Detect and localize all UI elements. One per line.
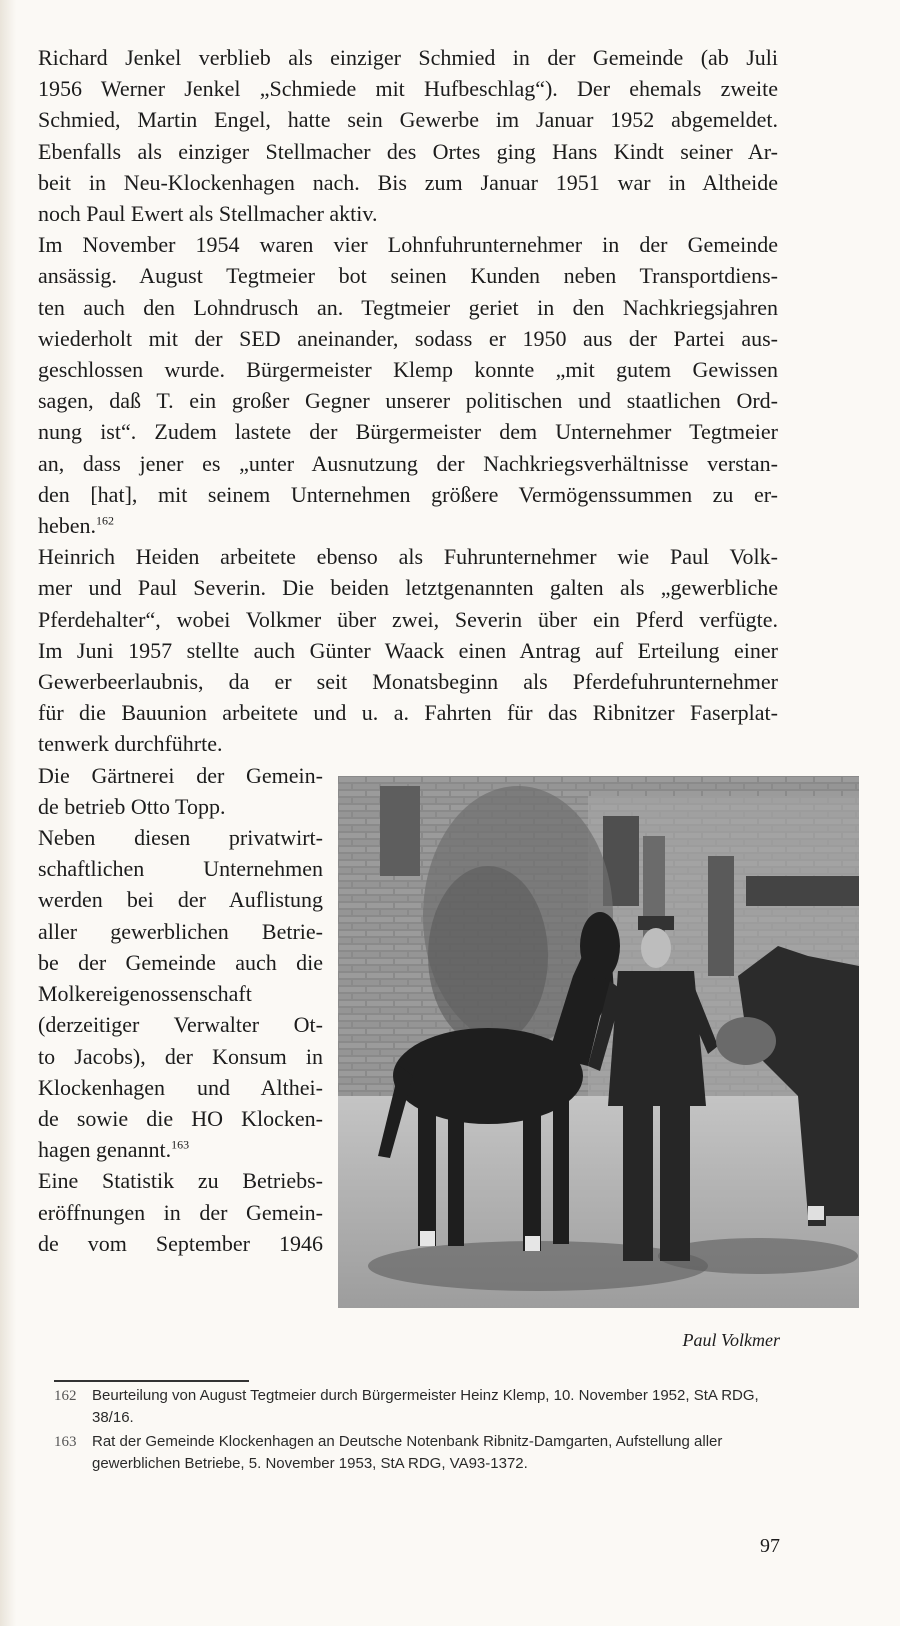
- text-line: aller gewerblichen Betrie-: [38, 918, 323, 944]
- text-line: Schmied, Martin Engel, hatte sein Gewerbe im Januar 1952 abgemeldet.: [38, 107, 778, 133]
- footnote-number: 162: [54, 1388, 77, 1404]
- text-line: 1956 Werner Jenkel „Schmiede mit Hufbeschlag“). Der ehemals zweite: [38, 76, 778, 102]
- text-line: ansässig. August Tegtmeier bot seinen Kunden neben Transportdiens-: [38, 263, 778, 289]
- narrow-text-column: [38, 760, 323, 1259]
- photo-caption: Paul Volkmer: [682, 1330, 780, 1350]
- text-line: to Jacobs), der Konsum in: [38, 1043, 323, 1069]
- text-line: Im November 1954 waren vier Lohnfuhrunternehmer in der Gemeinde: [38, 232, 778, 258]
- text-line: Richard Jenkel verblieb als einziger Schmied in der Gemeinde (ab Juli: [38, 45, 778, 70]
- text-line: be der Gemeinde auch die: [38, 949, 323, 975]
- text-line: beit in Neu-Klockenhagen nach. Bis zum Januar 1951 war in Altheide: [38, 169, 778, 195]
- text-line: [38, 510, 778, 541]
- text-line: wiederholt mit der SED aneinander, sodass er 1950 aus der Partei aus-: [38, 325, 778, 351]
- footnote-separator: [54, 1380, 249, 1382]
- text-line: mer und Paul Severin. Die beiden letztgenannten galten als „gewerbliche: [38, 575, 778, 601]
- paragraph-smiths: [38, 42, 778, 229]
- text-line: den [hat], mit seinem Unternehmen größere Vermögenssummen zu er-: [38, 481, 778, 507]
- text-line: de betrieb Otto Topp.: [38, 793, 226, 819]
- footnote-162: [54, 1385, 784, 1429]
- text-fragment: hagen genannt.: [38, 1137, 172, 1163]
- paragraph-nursery: [38, 760, 323, 822]
- text-line: Ebenfalls als einziger Stellmacher des Ortes ging Hans Kindt seiner Ar-: [38, 138, 778, 164]
- text-line: werden bei der Auflistung: [38, 887, 323, 913]
- page-number: 97: [760, 1535, 780, 1557]
- text-line: Neben diesen privatwirt-: [38, 825, 323, 851]
- text-line: geschlossen wurde. Bürgermeister Klemp konnte „mit gutem Gewissen: [38, 357, 778, 383]
- text-line: eröffnungen in der Gemein-: [38, 1199, 323, 1225]
- text-line: de sowie die HO Klocken-: [38, 1105, 323, 1131]
- text-line: Heinrich Heiden arbeitete ebenso als Fuhrunternehmer wie Paul Volk-: [38, 544, 778, 570]
- paragraph-statistics: [38, 1165, 323, 1259]
- text-line: Pferdehalter“, wobei Volkmer über zwei, Severin über ein Pferd verfügte.: [38, 606, 778, 632]
- footnote-number: 163: [54, 1434, 77, 1450]
- paragraph-horse-keepers: [38, 541, 778, 759]
- text-line: für die Bauunion arbeitete und u. a. Fahrten für das Ribnitzer Faserplat-: [38, 700, 778, 726]
- footnote-163: [54, 1431, 784, 1475]
- paragraph-haulers: [38, 229, 778, 541]
- text-line: an, dass jener es „unter Ausnutzung der Nachkriegsverhältnisse verstan-: [38, 450, 778, 476]
- photo-illustration: [338, 776, 859, 1308]
- text-line: Molkereigenossenschaft: [38, 981, 252, 1007]
- text-line: schaftlichen Unternehmen: [38, 856, 323, 882]
- footnote-reference[interactable]: 163: [171, 1137, 190, 1152]
- text-fragment: heben.: [38, 513, 97, 539]
- photo-paul-volkmer: [338, 776, 859, 1308]
- text-line: Klockenhagen und Althei-: [38, 1074, 323, 1100]
- footnote-text: Beurteilung von August Tegtmeier durch Bürgermeister Heinz Klemp, 10. November 1952, StA RDG, 38/16.: [92, 1387, 759, 1426]
- text-line: nung ist“. Zudem lastete der Bürgermeister dem Unternehmer Tegtmeier: [38, 419, 778, 445]
- text-line: sagen, daß T. ein großer Gegner unserer politischen und staatlichen Ord-: [38, 388, 778, 414]
- text-line: Gewerbeerlaubnis, da er seit Monatsbeginn als Pferdefuhrunternehmer: [38, 669, 778, 695]
- text-line: tenwerk durchführte.: [38, 731, 223, 757]
- page-edge-shadow: [0, 0, 16, 1626]
- text-line: [38, 1134, 323, 1165]
- footnotes: [54, 1385, 784, 1477]
- text-line: de vom September 1946: [38, 1230, 323, 1256]
- text-line: Die Gärtnerei der Gemein-: [38, 762, 323, 788]
- footnote-text: Rat der Gemeinde Klockenhagen an Deutsche Notenbank Ribnitz-Damgarten, Aufstellung aller gewerblichen Betriebe, 5. November 1953, StA RDG, VA93-1372.: [92, 1433, 723, 1472]
- footnote-reference[interactable]: 162: [96, 513, 115, 528]
- text-line: noch Paul Ewert als Stellmacher aktiv.: [38, 201, 378, 227]
- paragraph-businesses: [38, 822, 323, 1165]
- text-line: Eine Statistik zu Betriebs-: [38, 1168, 323, 1194]
- text-line: Im Juni 1957 stellte auch Günter Waack einen Antrag auf Erteilung einer: [38, 637, 778, 663]
- text-line: (derzeitiger Verwalter Ot-: [38, 1012, 323, 1038]
- text-line: ten auch den Lohndrusch an. Tegtmeier geriet in den Nachkriegsjahren: [38, 294, 778, 320]
